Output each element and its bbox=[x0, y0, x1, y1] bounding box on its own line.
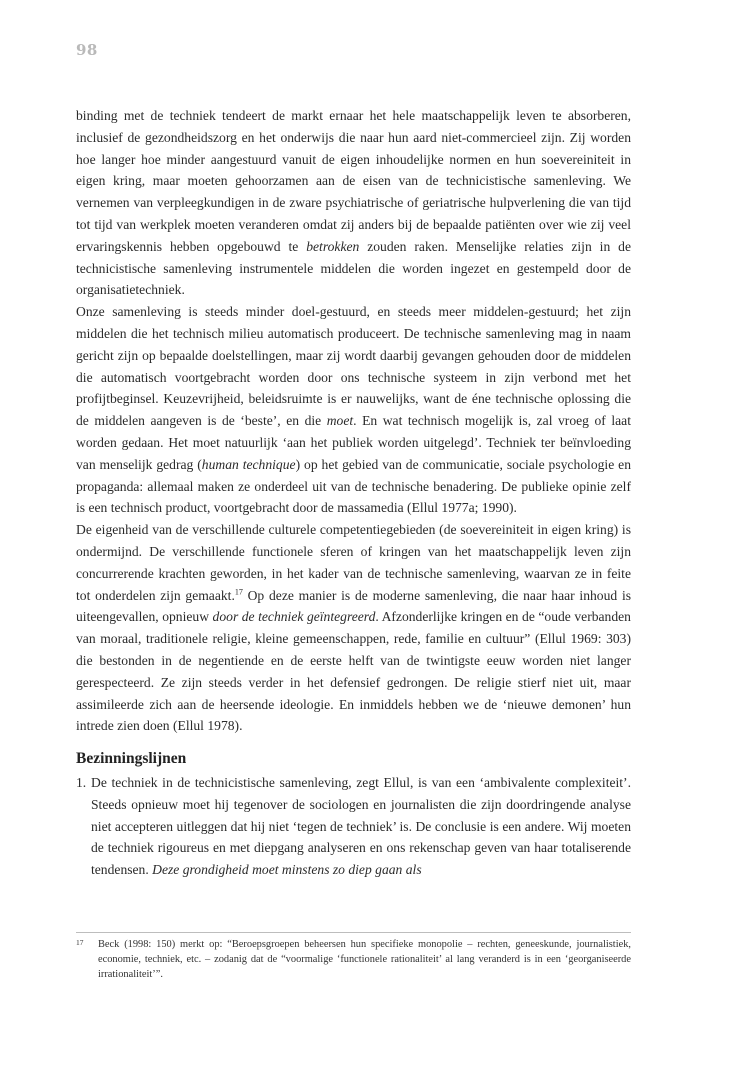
list-item-text: De techniek in de technicistische samenleving, zegt Ellul, is van een ‘ambivalente complexiteit’. Steeds opnieuw moet hij tegenover de sociologen en journalisten die zijn doordringende analyse niet accepteren uitleggen dat hij niet ‘tegen de techniek’ is. De conclusie is een andere. Wij moeten de techniek rigoureus en met diepgang analyseren en ons rekenschap geven van haar totaliserende tendensen. Deze grondigheid moet minstens zo diep gaan als bbox=[91, 775, 631, 878]
list-item-number: 1. bbox=[76, 775, 87, 790]
list-item bbox=[76, 772, 631, 881]
page-number: 98 bbox=[76, 41, 98, 59]
footnote-divider bbox=[76, 932, 631, 933]
footnote-reference[interactable]: 17 bbox=[234, 587, 243, 596]
footnote bbox=[76, 937, 631, 982]
footnote-number: 17 bbox=[76, 938, 84, 947]
numbered-list bbox=[76, 772, 631, 881]
paragraph-1: binding met de techniek tendeert de markt ernaar het hele maatschappelijk leven te absorberen, inclusief de gezondheidszorg en het onderwijs die naar hun aard niet-commercieel zijn. Zij worden hoe langer hoe minder aangestuurd vanuit de eigen inhoudelijke normen en hun soevereiniteit in eigen kring, maar moeten gehoorzamen aan de eisen van de technicistische samenleving. We vernemen van verpleegkundigen in de zware psychiatrische of geriatrische hulpverlening die van tijd tot tijd van werkplek moeten veranderen omdat zij anders bij de bepaalde patiënten over wie zij veel ervaringskennis hebben opgebouwd te betrokken zouden raken. Menselijke relaties zijn in de technicistische samenleving instrumentele middelen die worden ingezet en gestempeld door de organisatietechniek. bbox=[76, 108, 631, 298]
footnote-text: Beck (1998: 150) merkt op: “Beroepsgroepen beheersen hun specifieke monopolie – rechten, geneeskunde, journalistiek, economie, techniek, etc. – zodanig dat de “voormalige ‘functionele rationaliteit’ al lang veranderd is in een ‘georganiseerde irrationaliteit’”. bbox=[98, 939, 631, 980]
paragraph-2: Onze samenleving is steeds minder doel-gestuurd, en steeds meer middelen-gestuurd; het zijn middelen die het technisch milieu automatisch produceert. De technische samenleving mag in naam gericht zijn op bepaalde doelstellingen, maar zij wordt daarbij gevangen gehouden door de middelen die automatisch voortgebracht worden door ons technische systeem in zijn verbond met het profijtbeginsel. Keuzevrijheid, beleidsruimte is er nauwelijks, want de éne technische oplossing die de middelen aangeven is de ‘beste’, en die moet. En wat technisch mogelijk is, zal vroeg of laat worden gedaan. Het moet natuurlijk ‘aan het publiek worden uitgelegd’. Techniek ter beïnvloeding van menselijk gedrag (human technique) op het gebied van de communicatie, sociale psychologie en propaganda: allemaal maken ze onderdeel uit van de technische benadering. De publieke opinie zelf is een technisch product, voortgebracht door de massamedia (Ellul 1977a; 1990). bbox=[76, 304, 631, 516]
body-text bbox=[76, 105, 631, 737]
paragraph-3: De eigenheid van de verschillende culturele competentiegebieden (de soevereiniteit in eigen kring) is ondermijnd. De verschillende functionele sferen of kringen van het maatschappelijk leven zijn concurrerende krachten geworden, in het kader van de technische samenleving, waarvan ze in feite tot onderdelen zijn gemaakt.$^{17}$ Op deze manier is de moderne samenleving, die naar haar inhoud is uiteengevallen, opnieuw door de techniek geïntegreerd. Afzonderlijke kringen en de “oude verbanden van moraal, traditionele religie, kleine gemeenschappen, rede, familie en cultuur” (Ellul 1969: 303) die bestonden in de negentiende en de eerste helft van de twintigste eeuw worden niet langer gerespecteerd. Ze zijn steeds verder in het defensief gedrongen. De religie stierf niet uit, maar assimileerde zich aan de heersende ideologie. En inmiddels hebben we de ‘nieuwe demonen’ hun intrede zien doen (Ellul 1978). bbox=[76, 522, 632, 734]
section-heading: Bezinningslijnen bbox=[76, 750, 187, 767]
